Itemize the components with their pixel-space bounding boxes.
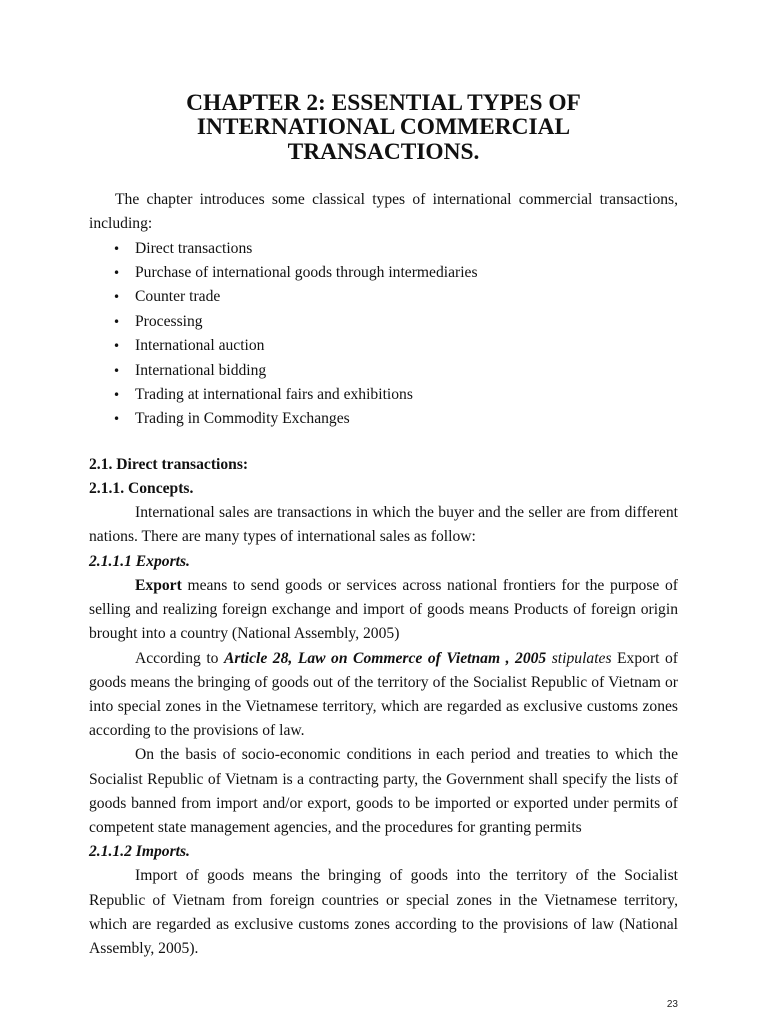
list-item <box>89 383 678 407</box>
bullet-icon: • <box>113 241 121 256</box>
chapter-title <box>89 91 678 164</box>
section-heading-direct-transactions: 2.1. Direct transactions: <box>89 455 249 473</box>
concepts-paragraph: International sales are transactions in which the buyer and the seller are from different nations. There are many types of international sales as follow: <box>89 504 678 546</box>
chapter-title-line-1: CHAPTER 2: ESSENTIAL TYPES OF INTERNATIONAL COMMERCIAL <box>186 90 581 141</box>
list-item <box>89 285 678 309</box>
list-item <box>89 359 678 383</box>
according-to-text: According to <box>135 649 224 667</box>
list-item <box>89 310 678 334</box>
subsection-heading-concepts: 2.1.1. Concepts. <box>89 480 194 498</box>
socio-economic-paragraph: On the basis of socio-economic conditions in each period and treaties to which the Socialist Republic of Vietnam is a contracting party, the Government shall specify the lists of goods banned from import and/or export, goods to be imported or exported under permits of competent state management agencies, and the procedures for granting permits <box>89 746 678 836</box>
export-definition-text: means to send goods or services across national frontiers for the purpose of selling and realizing foreign exchange and import of goods means Products of foreign origin brought into a country (National Assembly, 2005) <box>89 576 678 643</box>
list-item-label: Trading in Commodity Exchanges <box>135 410 350 428</box>
list-item-label: International auction <box>135 337 265 355</box>
bullet-icon: • <box>113 339 121 354</box>
chapter-title-line-2: TRANSACTIONS. <box>287 138 480 165</box>
list-item <box>89 334 678 358</box>
list-item-label: Trading at international fairs and exhibitions <box>135 386 413 404</box>
page-number: 23 <box>666 999 678 1010</box>
stipulates-text: stipulates <box>546 649 612 667</box>
list-item-label: International bidding <box>135 361 267 379</box>
article-reference: Article 28, Law on Commerce of Vietnam , 2005 <box>223 649 547 667</box>
list-item-label: Processing <box>135 312 203 330</box>
bullet-icon: • <box>113 266 121 281</box>
subsection-heading-exports: 2.1.1.1 Exports. <box>89 552 190 570</box>
bullet-icon: • <box>113 388 121 403</box>
list-item-label: Direct transactions <box>135 239 253 257</box>
article-paragraph <box>89 647 678 744</box>
subsection-heading-imports: 2.1.1.2 Imports. <box>89 843 190 861</box>
list-item <box>89 407 678 431</box>
topics-list <box>89 237 678 432</box>
article-text: Export of goods means the bringing of goods out of the territory of the Socialist Republic of Vietnam or into special zones in the Vietnamese territory, which are regarded as exclusive customs zones according to the provisions of law. <box>89 649 678 740</box>
page-content <box>89 91 678 961</box>
bullet-icon: • <box>113 290 121 305</box>
export-definition-paragraph <box>89 574 678 647</box>
export-term: Export <box>135 576 182 594</box>
intro-paragraph: The chapter introduces some classical types of international commercial transactions, including: <box>89 191 678 233</box>
list-item-label: Purchase of international goods through intermediaries <box>135 264 478 282</box>
list-item <box>89 261 678 285</box>
imports-paragraph: Import of goods means the bringing of goods into the territory of the Socialist Republic of Vietnam from foreign countries or special zones in the Vietnamese territory, which are regarded as exclusive customs zones according to the provisions of law (National Assembly, 2005). <box>89 867 678 957</box>
list-item-label: Counter trade <box>135 288 221 306</box>
list-item <box>89 237 678 261</box>
bullet-icon: • <box>113 412 121 427</box>
bullet-icon: • <box>113 363 121 378</box>
bullet-icon: • <box>113 314 121 329</box>
